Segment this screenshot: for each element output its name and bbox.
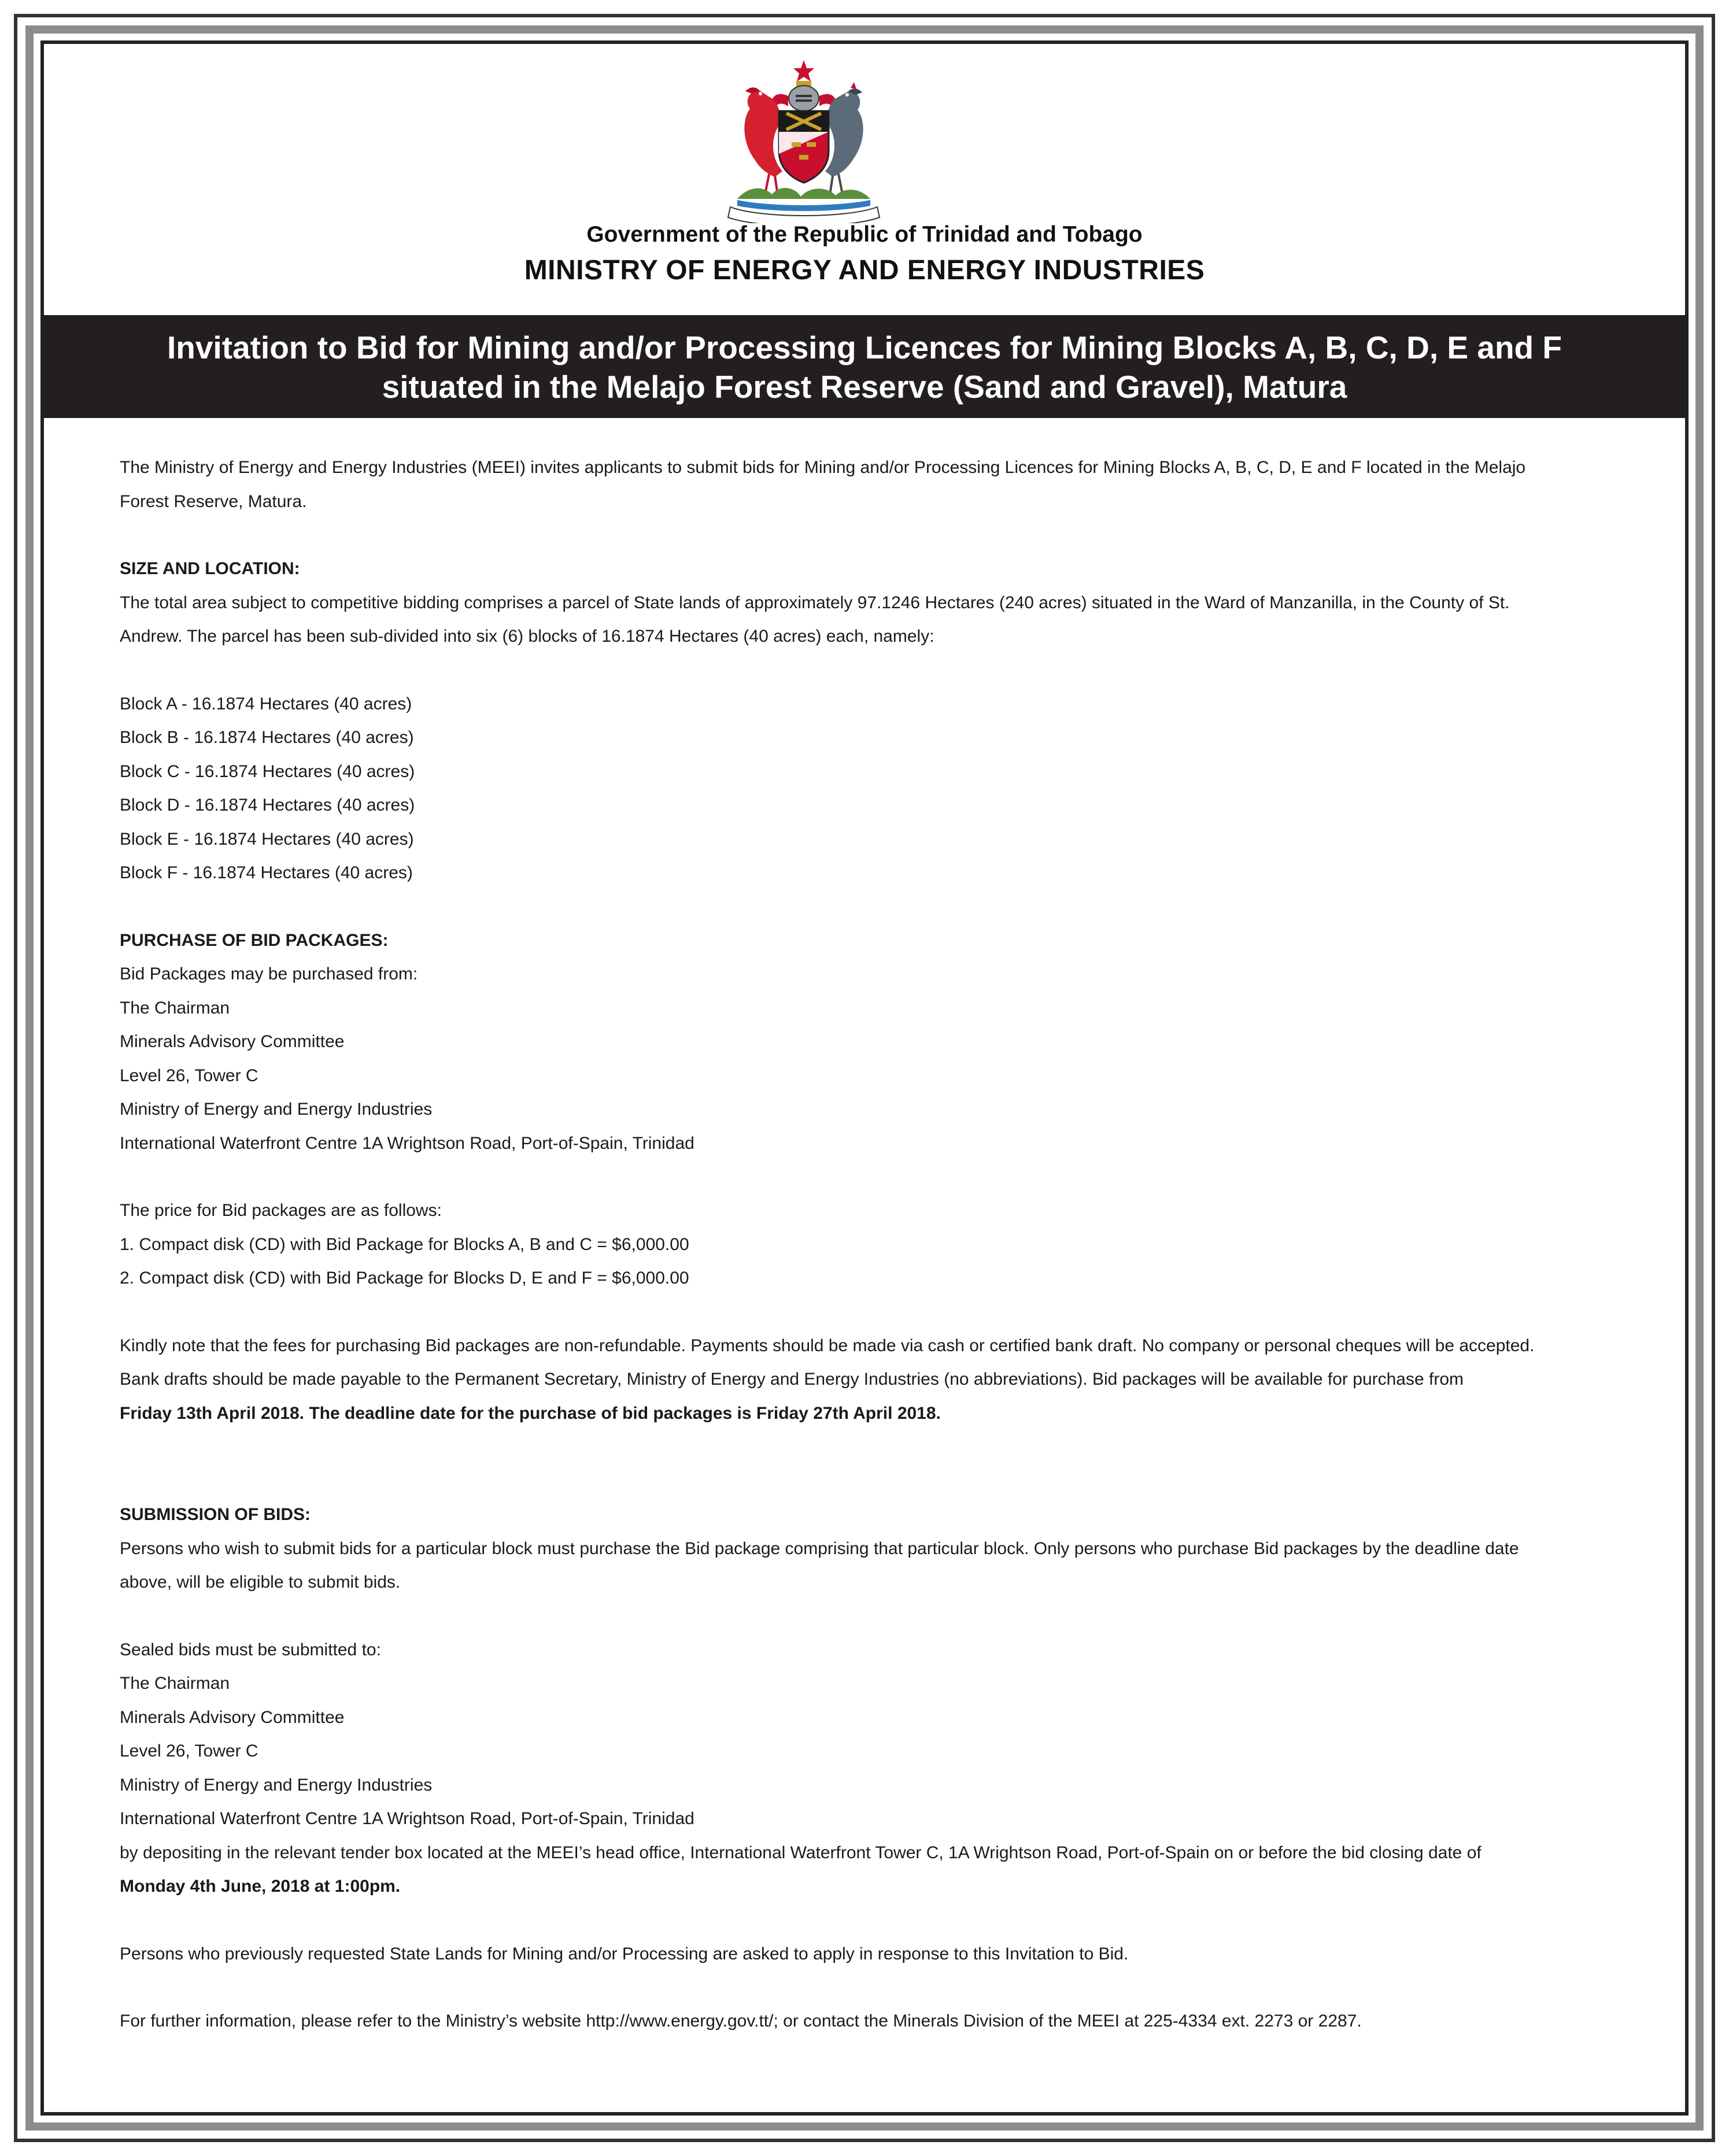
- address-line: Ministry of Energy and Energy Industries: [120, 1775, 433, 1795]
- government-name: Government of the Republic of Trinidad and Tobago: [586, 222, 1143, 247]
- closing-date: Monday 4th June, 2018 at 1:00pm.: [120, 1877, 401, 1896]
- block-item: Block B - 16.1874 Hectares (40 acres): [120, 728, 414, 747]
- size-location-line-2: Andrew. The parcel has been sub-divided into six (6) blocks of 16.1874 Hectares (40 acres) each, namely:: [120, 627, 934, 646]
- purchase-intro: Bid Packages may be purchased from:: [120, 964, 418, 983]
- address-line: International Waterfront Centre 1A Wrightson Road, Port-of-Spain, Trinidad: [120, 1133, 694, 1153]
- submission-heading: SUBMISSION OF BIDS:: [120, 1505, 311, 1524]
- intro-line-1: The Ministry of Energy and Energy Industries (MEEI) invites applicants to submit bids for Mining and/or Processing Licences for Mining Blocks A, B, C, D, E and F located in the Melajo: [120, 458, 1526, 477]
- address-line: Level 26, Tower C: [120, 1741, 258, 1761]
- address-line: Level 26, Tower C: [120, 1066, 258, 1085]
- intro-line-2: Forest Reserve, Matura.: [120, 491, 307, 511]
- block-item: Block F - 16.1874 Hectares (40 acres): [120, 863, 413, 882]
- deposit-instructions: by depositing in the relevant tender box located at the MEEI’s head office, International Waterfront Tower C, 1A Wrightson Road, Port-of-Spain on or before the bid closing date of: [120, 1843, 1482, 1862]
- size-location-line-1: The total area subject to competitive bidding comprises a parcel of State lands of approximately 97.1246 Hectares (240 acres) situated in the Ward of Manzanilla, in the County of St.: [120, 593, 1510, 612]
- submission-line-2: above, will be eligible to submit bids.: [120, 1573, 401, 1592]
- block-item: Block D - 16.1874 Hectares (40 acres): [120, 796, 415, 815]
- fees-note-line-2: Bank drafts should be made payable to the Permanent Secretary, Ministry of Energy and Energy Industries (no abbreviations). Bid packages will be available for purchase from: [120, 1370, 1464, 1389]
- ministry-name: MINISTRY OF ENERGY AND ENERGY INDUSTRIES: [524, 255, 1205, 286]
- further-information: For further information, please refer to the Ministry’s website http://www.energy.gov.tt/; or contact the Minerals Division of the MEEI at 225-4334 ext. 2273 or 2287.: [120, 2011, 1362, 2031]
- price-item: 1. Compact disk (CD) with Bid Package for Blocks A, B and C = $6,000.00: [120, 1234, 689, 1254]
- title-banner: [40, 315, 1689, 418]
- address-line: The Chairman: [120, 1674, 230, 1693]
- address-line: Ministry of Energy and Energy Industries: [120, 1100, 433, 1119]
- previous-requests-note: Persons who previously requested State Lands for Mining and/or Processing are asked to apply in response to this Invitation to Bid.: [120, 1944, 1129, 1963]
- address-line: Minerals Advisory Committee: [120, 1707, 345, 1727]
- block-item: Block E - 16.1874 Hectares (40 acres): [120, 829, 414, 849]
- price-intro: The price for Bid packages are as follows:: [120, 1201, 442, 1220]
- size-location-heading: SIZE AND LOCATION:: [120, 559, 300, 578]
- sealed-bids-intro: Sealed bids must be submitted to:: [120, 1640, 381, 1659]
- address-line: International Waterfront Centre 1A Wrightson Road, Port-of-Spain, Trinidad: [120, 1809, 694, 1828]
- banner-title-line-1: Invitation to Bid for Mining and/or Processing Licences for Mining Blocks A, B, C, D, E and F: [167, 330, 1562, 365]
- block-item: Block C - 16.1874 Hectares (40 acres): [120, 761, 415, 781]
- purchase-heading: PURCHASE OF BID PACKAGES:: [120, 930, 389, 950]
- purchase-deadline: Friday 13th April 2018. The deadline date for the purchase of bid packages is Friday 27th April 2018.: [120, 1403, 941, 1423]
- notice-body: [120, 451, 1600, 2039]
- banner-title-line-2: situated in the Melajo Forest Reserve (Sand and Gravel), Matura: [382, 369, 1347, 405]
- address-line: The Chairman: [120, 998, 230, 1018]
- submission-line-1: Persons who wish to submit bids for a particular block must purchase the Bid package comprising that particular block. Only persons who purchase Bid packages by the deadline date: [120, 1539, 1519, 1558]
- fees-note-line-1: Kindly note that the fees for purchasing Bid packages are non-refundable. Payments should be made via cash or certified bank draft. No company or personal cheques will be accepted.: [120, 1336, 1535, 1355]
- block-item: Block A - 16.1874 Hectares (40 acres): [120, 694, 412, 713]
- address-line: Minerals Advisory Committee: [120, 1032, 345, 1051]
- coat-of-arms-icon: [714, 56, 893, 223]
- price-item: 2. Compact disk (CD) with Bid Package for Blocks D, E and F = $6,000.00: [120, 1269, 689, 1288]
